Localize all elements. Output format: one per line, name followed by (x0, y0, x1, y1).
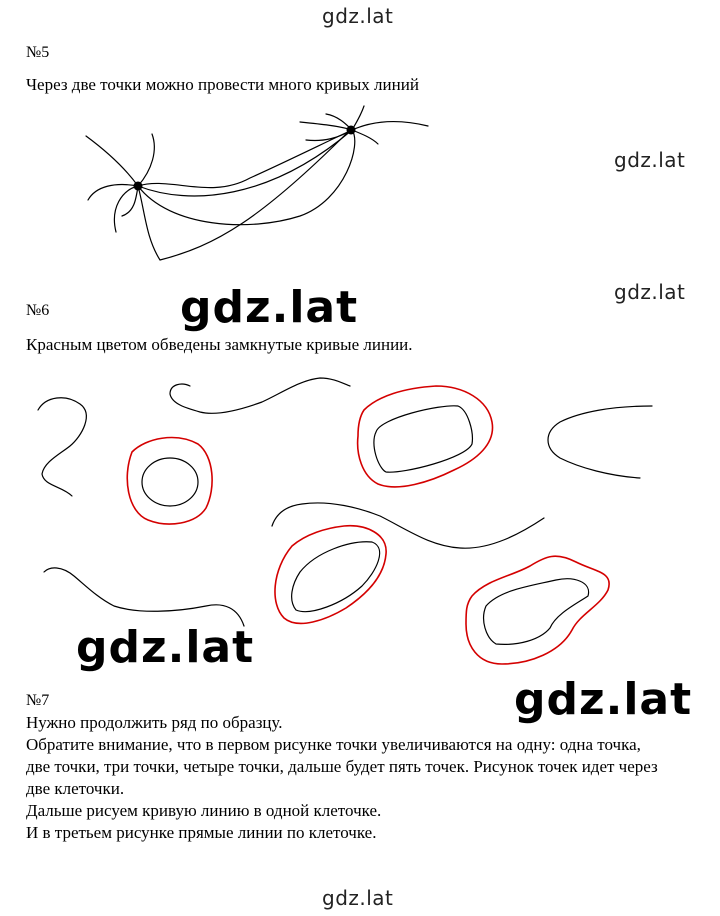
curve-line (114, 130, 352, 232)
task6-number: №6 (26, 302, 50, 319)
open-curve (170, 378, 350, 413)
watermark-big-1: gdz.lat (180, 282, 359, 333)
task6-text: Красным цветом обведены замкнутые кривые линии. (26, 335, 413, 354)
task7-line: Обратите внимание, что в первом рисунке точки увеличиваются на одну: одна точка, (26, 735, 641, 754)
open-curve (44, 568, 244, 626)
open-curve (38, 398, 86, 496)
task7-line: две точки, три точки, четыре точки, дальше будет пять точек. Рисунок точек идет через (26, 757, 658, 776)
task5-figure (86, 106, 428, 260)
closed-curve-highlight (127, 438, 212, 524)
closed-curve-highlight (275, 526, 386, 624)
curve-line (138, 134, 154, 186)
curve-line (352, 130, 378, 144)
watermark-right-1: gdz.lat (614, 148, 686, 172)
closed-curve (484, 579, 589, 645)
watermark-big-2: gdz.lat (76, 622, 255, 673)
closed-curve (292, 542, 380, 612)
task5-number: №5 (26, 44, 50, 61)
task7-line: И в третьем рисунке прямые линии по клеточке. (26, 823, 377, 842)
point-a (134, 182, 143, 191)
task6-figure (38, 378, 652, 664)
task7-line: Дальше рисуем кривую линию в одной клеточке. (26, 801, 382, 820)
point-b (347, 126, 356, 135)
task7-line: две клеточки. (26, 779, 125, 798)
watermark-top: gdz.lat (322, 4, 394, 28)
open-curve (272, 503, 544, 548)
task7-number: №7 (26, 692, 50, 709)
task7-line: Нужно продолжить ряд по образцу. (26, 713, 283, 732)
curve-line (122, 186, 138, 216)
closed-curve (142, 458, 198, 506)
closed-curve (374, 406, 472, 472)
watermark-big-3: gdz.lat (514, 674, 693, 725)
task5-text: Через две точки можно провести много кривых линий (26, 75, 419, 94)
watermark-bottom: gdz.lat (322, 886, 394, 910)
open-curve (548, 406, 652, 478)
closed-curve-highlight (466, 556, 609, 664)
watermark-right-2: gdz.lat (614, 280, 686, 304)
